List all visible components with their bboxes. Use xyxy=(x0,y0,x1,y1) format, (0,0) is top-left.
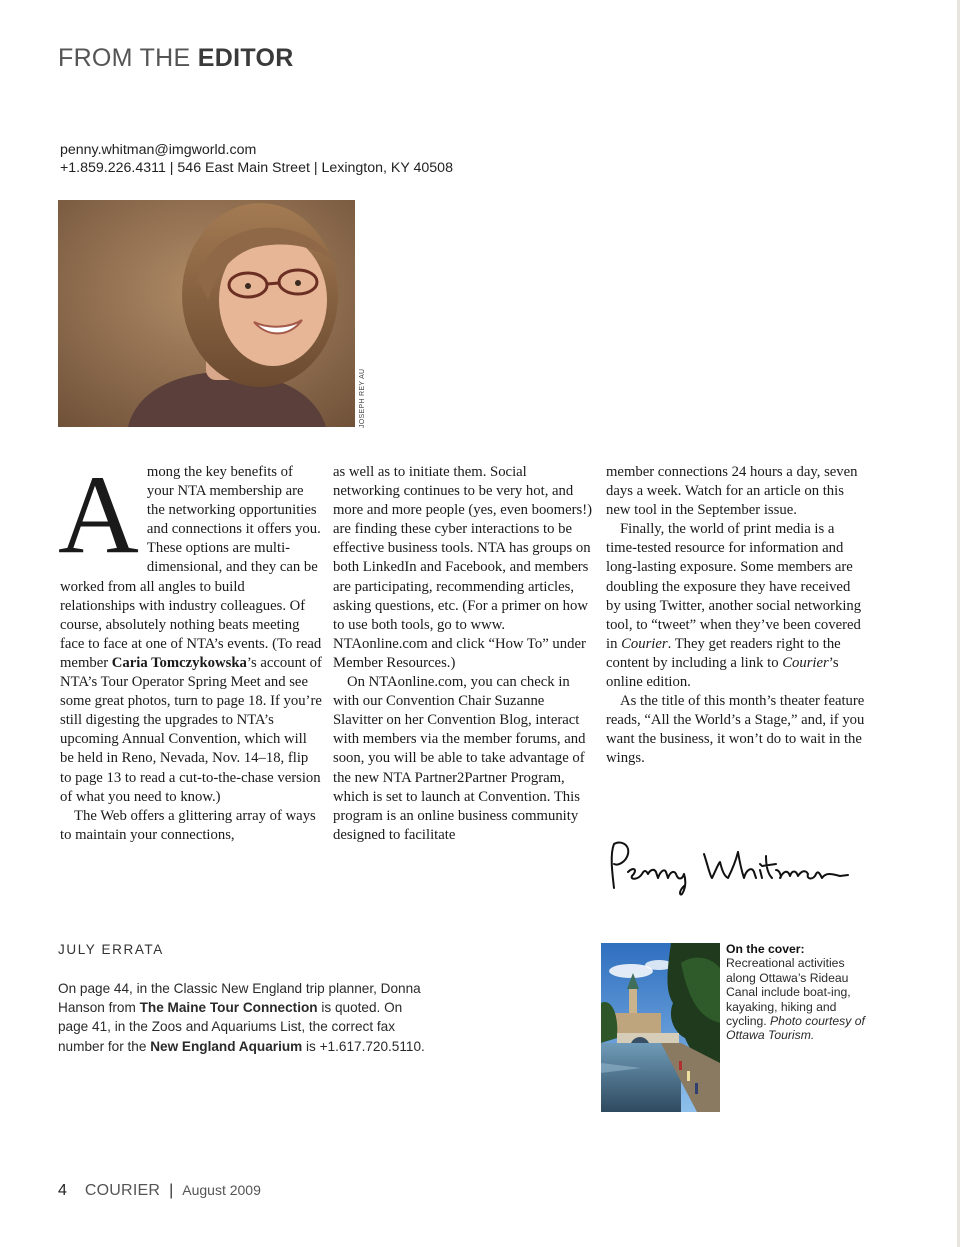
page-number: 4 xyxy=(58,1182,67,1199)
article-paragraph: On NTAonline.com, you can check in with our Convention Chair Suzanne Slavitter on her Convention Blog, interact with members via the member forums, and soon, you will be able to take advantage of the new NTA Partner2Partner Program, which is set to launch at Convention. This program is an online business community designed to facilitate xyxy=(333,674,586,843)
article-paragraph: member connections 24 hours a day, seven days a week. Watch for an article on this new tool in the September issue. xyxy=(606,464,858,519)
footer-separator: | xyxy=(169,1182,174,1199)
article-paragraph: Finally, the world of print media is a time-tested resource for information and long-lasting exposure. Some members are doubling the exposure they have received by using Twitter, another social networking tool, to “tweet” when they’ve been covered in Courier. They get readers right to the content by including a link to Courier’s online edition. xyxy=(606,521,862,691)
section-header xyxy=(58,44,294,73)
publication-name: COURIER xyxy=(84,1182,161,1199)
errata-aquarium: New England Aquarium xyxy=(150,1038,303,1054)
cover-credit: Photo courtesy of Ottawa Tourism. xyxy=(726,1014,865,1043)
photo-credit xyxy=(355,200,375,427)
article-paragraph: mong the key benefits of your NTA membership are the networking opportunities and connections it offers you. These options are multi-dimensional, and they can be worked from all angles to build relationships with industry colleagues. Of course, absolutely nothing beats meeting face to face at one of NTA’s events. (To read member Caria Tomczykowska’s account of NTA’s Tour Operator Spring Meet and see some great photos, turn to page 18. If you’re still digesting the upgrades to NTA’s upcoming Annual Convention, which will be held in Reno, Nevada, Nov. 14–18, flip to page 13 to read a cut-to-the-chase version of what you need to know.) xyxy=(60,464,322,805)
page-footer xyxy=(58,1182,261,1200)
editor-photo xyxy=(58,200,355,427)
article-column-3 xyxy=(606,463,868,769)
issue-date: August 2009 xyxy=(182,1182,261,1198)
photo-credit-text: JOSEPH REY AU xyxy=(359,368,366,428)
editor-contact xyxy=(60,141,453,177)
article-paragraph: The Web offers a glittering array of ways to maintain your connections, xyxy=(60,807,316,843)
header-light: FROM THE xyxy=(58,44,198,72)
cover-thumbnail xyxy=(601,943,720,1112)
errata-text: On page 44, in the Classic New England trip planner, Donna Hanson from The Maine Tour Connection is quoted. On page 41, in the Zoos and Aquariums List, the correct fax number for the New England Aquarium is +1.617.720.5110. xyxy=(58,981,425,1054)
errata-heading: JULY ERRATA xyxy=(58,942,164,957)
cover-label: On the cover: xyxy=(726,942,805,956)
header-bold: EDITOR xyxy=(197,44,294,72)
member-name: Caria Tomczykowska xyxy=(111,654,247,671)
article-column-1 xyxy=(58,453,322,845)
contact-address: +1.859.226.4311 | 546 East Main Street | Lexington, KY 40508 xyxy=(60,160,453,176)
errata-company: The Maine Tour Connection xyxy=(139,1000,318,1016)
article-column-2 xyxy=(333,463,595,845)
contact-email[interactable]: penny.whitman@imgworld.com xyxy=(60,142,257,158)
editor-signature xyxy=(604,836,854,898)
drop-cap: A xyxy=(58,453,139,577)
cover-caption: On the cover: Recreational activities along Ottawa’s Rideau Canal include boat-ing, kayaking, hiking and cycling. Photo courtesy of Ottawa Tourism. xyxy=(726,942,865,1043)
article-paragraph: as well as to initiate them. Social networking continues to be very hot, and more and more people (yes, even boomers!) are finding these cyber interactions to be effective business tools. NTA has groups on both LinkedIn and Facebook, and members are participating, recommending articles, asking questions, etc. (For a primer on how to use both tools, go to www. NTAonline.com and click “How To” under Member Resources.) xyxy=(333,464,592,671)
article-paragraph: As the title of this month’s theater feature reads, “All the World’s a Stage,” and, if you want the business, it won’t do to wait in the wings. xyxy=(606,693,865,767)
